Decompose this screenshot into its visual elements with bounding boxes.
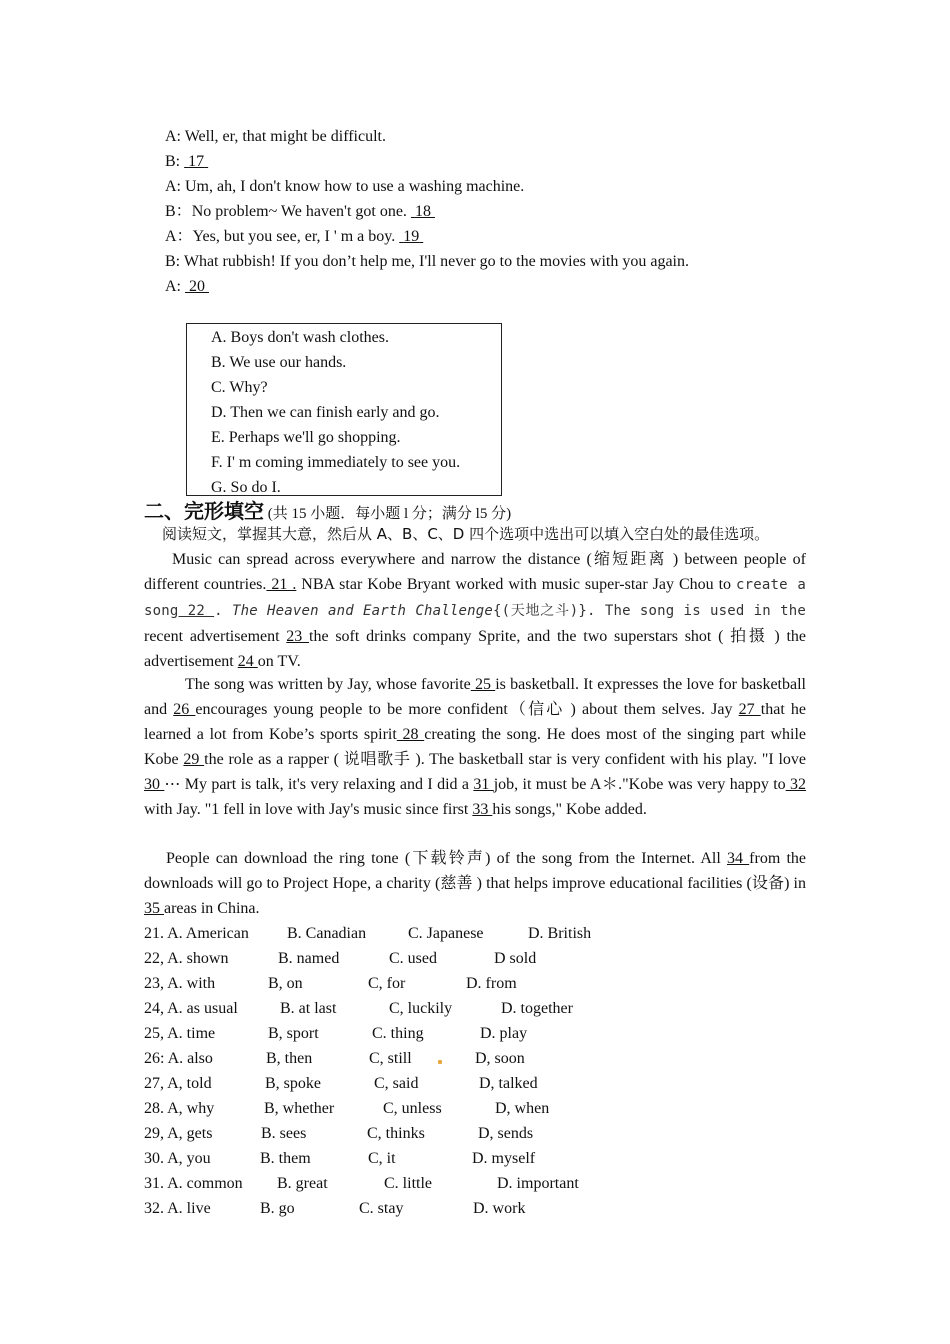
- dialogue-line: [165, 174, 524, 199]
- passage-paragraph-2: The song was written by Jay, whose favorite 25 is basketball. It expresses the love for basketball and 26 encourages young people to be more confident（信心 ) about them selves. Jay 27 that he learned a lot from Kobe’s sports spirit 28 creating the song. He does most of the singing part while Kobe 29 the role as a rapper ( 说唱歌手 ). The basketball star is very confident with his play. "I love 30 ⋯ My part is talk, it's very relaxing and I did a 31 job, it must be A＊."Kobe was very happy to 32 with Jay. "1 fell in love with Jay's music since first 33 his songs," Kobe added.: [144, 676, 807, 818]
- option-a: A. Boys don't wash clothes.: [211, 329, 389, 346]
- blank-19: 19: [403, 228, 420, 245]
- question-option-c: C. stay: [359, 1200, 404, 1217]
- question-option-d: D. important: [497, 1175, 579, 1192]
- speaker: A:: [165, 178, 181, 195]
- dialogue-line: [165, 274, 209, 299]
- question-option-c: C, it: [368, 1150, 396, 1167]
- question-option-d: D, sends: [478, 1125, 534, 1142]
- question-option-b: B, spoke: [265, 1075, 321, 1092]
- section-title: 二、完形填空: [144, 499, 264, 523]
- question-option-a: 22, A. shown: [144, 950, 229, 967]
- blank-17: 17: [188, 153, 205, 170]
- question-option-c: C, unless: [383, 1100, 442, 1117]
- option-g: G. So do I.: [211, 479, 281, 496]
- question-option-d: D sold: [494, 950, 537, 967]
- question-option-d: D. British: [528, 925, 592, 942]
- question-option-c: C. used: [389, 950, 437, 967]
- question-option-a: 21. A. American: [144, 925, 249, 942]
- dialogue-line: [165, 149, 208, 174]
- question-option-b: B, whether: [264, 1100, 335, 1117]
- question-option-a: 24, A. as usual: [144, 1000, 238, 1017]
- question-option-d: D. work: [473, 1200, 526, 1217]
- option-e: E. Perhaps we'll go shopping.: [211, 429, 401, 446]
- dialogue-text: Um, ah, I don't know how to use a washing machine.: [181, 178, 525, 195]
- blank-26: 26: [173, 701, 196, 718]
- option-d: D. Then we can finish early and go.: [211, 404, 440, 421]
- speaker: A:: [165, 128, 181, 145]
- dialogue-line: [165, 249, 689, 274]
- question-option-c: C, still: [369, 1050, 412, 1067]
- question-option-b: B, on: [268, 975, 303, 992]
- question-option-c: C, said: [374, 1075, 419, 1092]
- question-option-a: 23, A. with: [144, 975, 216, 992]
- question-option-b: B. them: [260, 1150, 311, 1167]
- question-option-d: D, soon: [475, 1050, 525, 1067]
- question-option-b: B, then: [266, 1050, 313, 1067]
- section-subtitle: (共 15 小题．每小题 l 分；满分 l5 分): [264, 506, 512, 522]
- blank-32: 32: [785, 776, 807, 793]
- dialogue-line: [165, 124, 386, 149]
- question-option-a: 25, A. time: [144, 1025, 216, 1042]
- blank-24: 24: [237, 653, 258, 670]
- blank-30: 30: [144, 776, 165, 793]
- option-f: F. I' m coming immediately to see you.: [211, 454, 461, 471]
- passage-paragraph-1: Music can spread across everywhere and narrow the distance (缩短距离 ) between people of different countries. 21 . NBA star Kobe Bryant worked with music super-star Jay Chou to create a song 22 . The Heaven and Earth Challenge{(天地之斗)}. The song is used in the recent advertisement 23 the soft drinks company Sprite, and the two superstars shot ( 拍摄 ) the advertisement 24 on TV.: [144, 551, 807, 670]
- stray-mark: [438, 1060, 442, 1064]
- blank-29: 29: [183, 751, 205, 768]
- question-option-a: 31. A. common: [144, 1175, 243, 1192]
- question-option-b: B. great: [277, 1175, 328, 1192]
- question-option-c: C. thing: [372, 1025, 424, 1042]
- question-option-a: 29, A, gets: [144, 1125, 213, 1142]
- blank-31: 31: [473, 776, 494, 793]
- passage-paragraph-3: People can download the ring tone (下载铃声) of the song from the Internet. All 34 from the downloads will go to Project Hope, a charity (慈善 ) that helps improve educational facilities (设备) in 35 areas in China.: [144, 850, 806, 917]
- question-option-b: B. named: [278, 950, 340, 967]
- question-option-c: C. little: [384, 1175, 432, 1192]
- question-option-d: D. together: [501, 1000, 573, 1017]
- question-option-a: 27, A, told: [144, 1075, 212, 1092]
- speaker: B:: [165, 253, 181, 270]
- dialogue-text: Yes, but you see, er, I ' m a boy.: [192, 228, 400, 245]
- question-option-a: 28. A, why: [144, 1100, 215, 1117]
- question-option-b: B. at last: [280, 1000, 337, 1017]
- speaker: B：: [165, 203, 192, 220]
- question-option-b: B. Canadian: [287, 925, 367, 942]
- blank-34: 34: [726, 850, 750, 867]
- speaker: A：: [165, 228, 193, 245]
- blank-35: 35: [144, 900, 164, 917]
- dialogue-text: What rubbish! If you don’t help me, I'll never go to the movies with you again.: [180, 253, 689, 270]
- dialogue-text: No problem~ We haven't got one.: [191, 203, 411, 220]
- question-option-c: C, for: [368, 975, 406, 992]
- blank-20: 20: [189, 278, 205, 295]
- song-title: The Heaven and Earth Challenge: [231, 603, 493, 619]
- question-option-d: D. myself: [472, 1150, 536, 1167]
- question-option-b: B. go: [260, 1200, 295, 1217]
- question-option-d: D, talked: [479, 1075, 538, 1092]
- question-option-d: D, when: [495, 1100, 550, 1117]
- question-option-c: C, thinks: [367, 1125, 425, 1142]
- question-option-a: 32. A. live: [144, 1200, 211, 1217]
- blank-18: 18: [414, 203, 431, 220]
- question-option-b: B. sees: [261, 1125, 307, 1142]
- speaker: B:: [165, 153, 181, 170]
- question-option-a: 26: A. also: [144, 1050, 213, 1067]
- question-option-d: D. from: [466, 975, 517, 992]
- blank-22: 22: [178, 603, 215, 619]
- option-c: C. Why?: [211, 379, 268, 396]
- speaker: A:: [165, 278, 181, 295]
- blank-28: 28: [396, 726, 425, 743]
- option-b: B. We use our hands.: [211, 354, 347, 371]
- dialogue-text: Well, er, that might be difficult.: [181, 128, 386, 145]
- question-option-c: C, luckily: [389, 1000, 453, 1017]
- blank-25: 25: [470, 676, 496, 693]
- section-instruction: 阅读短文，掌握其大意，然后从 A、B、C、D 四个选项中选出可以填入空白处的最佳选项。: [162, 525, 770, 543]
- options-box: [186, 323, 502, 496]
- blank-33: 33: [472, 801, 493, 818]
- question-option-d: D. play: [480, 1025, 528, 1042]
- blank-23: 23: [286, 628, 310, 645]
- blank-21: 21 .: [266, 576, 297, 593]
- question-option-a: 30. A, you: [144, 1150, 211, 1167]
- dialogue-line: [165, 224, 423, 249]
- question-option-c: C. Japanese: [408, 925, 484, 942]
- dialogue-line: [165, 199, 435, 224]
- blank-27: 27: [738, 701, 761, 718]
- question-option-b: B, sport: [268, 1025, 319, 1042]
